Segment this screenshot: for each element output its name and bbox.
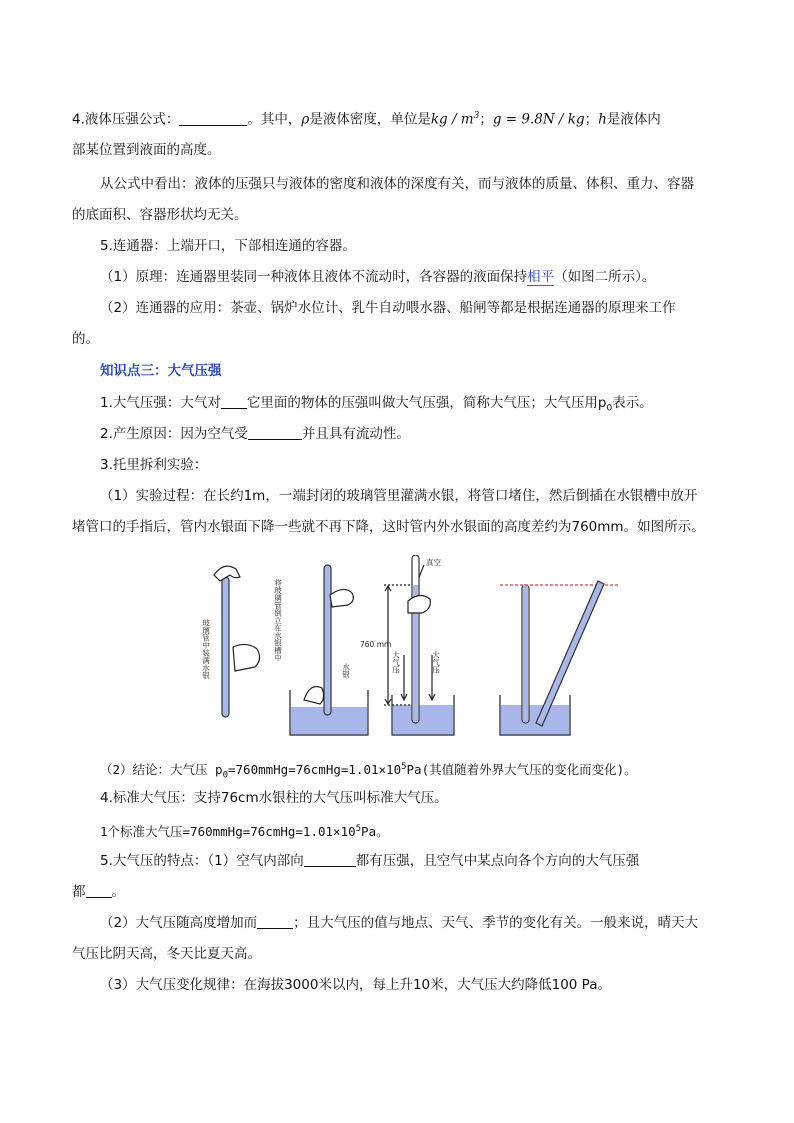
- text: Pa(其值随着外界大气压的变化而变化)。: [406, 762, 637, 778]
- figure-label: 将玻璃管倒立在水银槽中: [273, 579, 283, 662]
- text: （如图二所示）。: [554, 269, 656, 285]
- answer-blank[interactable]: [221, 394, 247, 409]
- mercury-4: [501, 705, 570, 734]
- section-heading: 知识点三：大气压强: [100, 363, 222, 379]
- mercury-column-4: [523, 585, 528, 722]
- formula-line: [72, 106, 732, 130]
- paragraph-line: 3.托里拆利实验：: [100, 457, 208, 473]
- hand-icon-2: [233, 644, 260, 671]
- text: 是液体密度，单位是: [309, 111, 431, 128]
- paragraph-line: （1）实验过程：在长约1m，一端封闭的玻璃管里灌满水银，将管口堵住，然后倒插在水银槽中放开: [100, 488, 698, 504]
- pointer-line: [419, 565, 424, 577]
- hand-icon-3: [330, 589, 353, 607]
- paragraph-line: [100, 819, 760, 842]
- figure-label: 760 mm: [360, 640, 392, 649]
- figure-label: 玻璃管中装满水银: [201, 619, 211, 679]
- figure-label: 真空: [426, 558, 441, 567]
- paragraph-line: 从公式中看出：液体的压强只与液体的密度和液体的深度有关，而与液体的质量、体积、重力、容器: [100, 176, 694, 192]
- rho-symbol: ρ: [301, 111, 310, 128]
- text: （1）原理：连通器里装同一种液体且液体不流动时，各容器的液面保持: [100, 269, 528, 285]
- paragraph-line: [100, 393, 760, 419]
- paragraph-line: [72, 882, 732, 902]
- text: 1.大气压强：大气对: [100, 395, 221, 411]
- density-unit: kg / m: [430, 111, 474, 128]
- gravity-constant: g = 9.8N / kg: [492, 111, 585, 128]
- answer-blank[interactable]: [257, 914, 293, 929]
- text: 。其中，: [247, 111, 302, 128]
- text: 都: [72, 884, 86, 900]
- paragraph-line: 堵管口的手指后，管内水银面下降一些就不再下降，这时管内外水银面的高度差约为760mm。如图所示。: [72, 519, 705, 535]
- text: （2）大气压随高度增加而: [100, 915, 258, 931]
- glass-tube-2: [324, 565, 331, 715]
- text: Pa。: [361, 824, 389, 840]
- paragraph-line: [100, 424, 760, 444]
- answer-blank[interactable]: [179, 111, 247, 126]
- text: ；: [584, 111, 599, 128]
- superscript: 3: [473, 111, 480, 121]
- text: ；: [479, 111, 493, 128]
- text: 是液体内: [606, 111, 661, 128]
- torricelli-experiment-figure: [200, 555, 630, 740]
- highlight-term: 相平: [527, 269, 555, 285]
- text: 1个标准大气压=760mmHg=76cmHg=1.01×10: [100, 824, 356, 840]
- paragraph-line: （3）大气压变化规律：在海拔3000米以内，每上升10米，大气压大约降低100 Pa。: [100, 977, 611, 993]
- text: =760mmHg=76cmHg=1.01×10: [228, 762, 402, 778]
- superscript: 5: [401, 762, 407, 772]
- subscript: 0: [606, 403, 613, 414]
- depth-symbol: h: [598, 111, 607, 128]
- paragraph-line: （2）连通器的应用：茶壶、锅炉水位计、乳牛自动喂水器、船闸等都是根据连通器的原理来工作: [100, 300, 676, 316]
- paragraph-line: 的底面积、容器形状均无关。: [72, 207, 248, 223]
- text: 都有压强，且空气中某点向各个方向的大气压强: [355, 853, 640, 869]
- paragraph-line: 5.连通器：上端开口，下部相连通的容器。: [100, 238, 356, 254]
- text: 5.大气压的特点：（1）空气内部向: [100, 853, 304, 869]
- paragraph-line: 部某位置到液面的高度。: [72, 142, 221, 158]
- figure-label: 水银: [341, 663, 351, 678]
- text: 表示。: [612, 395, 653, 411]
- superscript: 5: [355, 824, 362, 834]
- paragraph-line: 4.标准大气压：支持76cm水银柱的大气压叫标准大气压。: [100, 790, 448, 806]
- hand-icon-4: [304, 687, 324, 705]
- text: 并且具有流动性。: [301, 426, 410, 442]
- paragraph-line: 气压比阴天高，冬天比夏天高。: [72, 946, 261, 962]
- text: ；且大气压的值与地点、天气、季节的变化有关。一般来说，晴天大: [293, 915, 699, 931]
- principle-line: [100, 267, 760, 287]
- text: 4.液体压强公式：: [72, 111, 180, 128]
- glass-tube-1: [222, 577, 229, 717]
- mercury-3: [393, 705, 454, 734]
- answer-blank[interactable]: [248, 425, 302, 440]
- text: 。: [111, 884, 125, 900]
- text: （2）结论：大气压 p: [100, 762, 223, 778]
- hand-icon-5: [408, 595, 430, 613]
- paragraph-line: [100, 851, 760, 871]
- answer-blank[interactable]: [86, 883, 112, 898]
- subscript: 0: [222, 770, 228, 781]
- figure-label: 大气压: [431, 651, 441, 674]
- figure-label: 大气压: [391, 651, 401, 674]
- answer-blank[interactable]: [304, 852, 356, 867]
- text: 它里面的物体的压强叫做大气压强，简称大气压；大气压用p: [246, 395, 607, 411]
- paragraph-line: 的。: [72, 331, 99, 347]
- text: 2.产生原因：因为空气受: [100, 426, 248, 442]
- paragraph-line: [100, 757, 760, 786]
- paragraph-line: [100, 913, 760, 933]
